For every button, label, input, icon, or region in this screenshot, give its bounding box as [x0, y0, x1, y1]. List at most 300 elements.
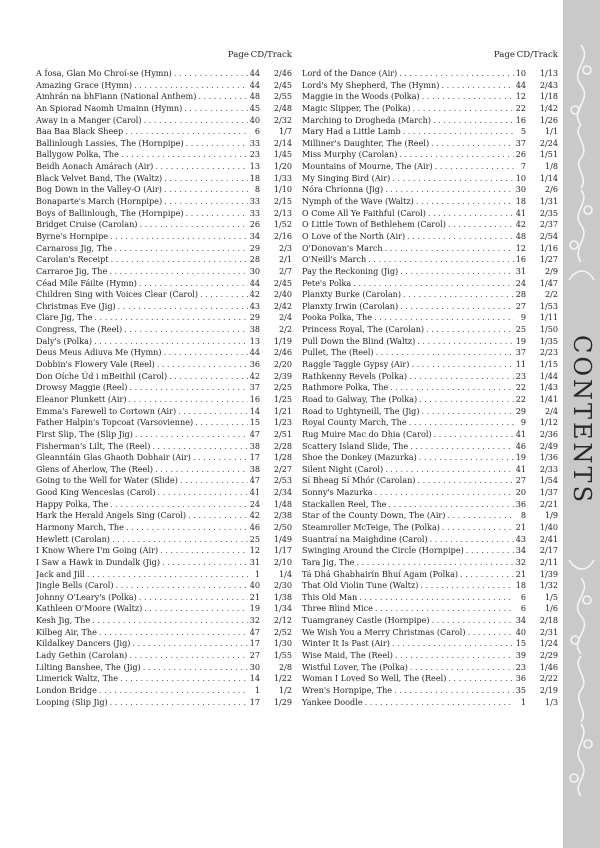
dot-leader: [424, 324, 514, 336]
entry-page: 42: [249, 510, 260, 521]
entry-page: 9: [520, 417, 526, 428]
contents-entry: [302, 289, 558, 301]
entry-page: 48: [515, 230, 526, 241]
entry-page: 40: [249, 580, 260, 591]
contents-entry: [36, 429, 292, 441]
entry-title: Road to Ughtyneill, The (Jig): [302, 405, 420, 416]
dot-leader: [388, 382, 514, 394]
contents-entry: [36, 650, 292, 662]
entry-page: 40: [515, 626, 526, 637]
entry-title: I Know Where I'm Going (Air): [36, 545, 159, 556]
contents-entry: [302, 324, 558, 336]
dot-leader: [127, 394, 249, 406]
contents-entry: [302, 359, 558, 371]
entry-cd-track: 2/2: [544, 289, 558, 300]
entry-cd-track: 1/47: [539, 277, 558, 288]
contents-entry: [36, 697, 292, 709]
entry-title: Tuamgraney Castle (Hornpipe): [302, 615, 430, 626]
entry-page: 41: [515, 428, 526, 439]
contents-entry: [302, 452, 558, 464]
entry-cd-track: 1/27: [539, 254, 558, 265]
dot-leader: [398, 301, 514, 313]
entry-cd-track: 2/33: [539, 463, 558, 474]
entry-title: An Spiorad Naomh Umainn (Hymn): [36, 102, 183, 113]
dot-leader: [116, 301, 248, 313]
dot-leader: [118, 673, 248, 685]
contents-entry: [302, 254, 558, 266]
contents-entry: [36, 522, 292, 534]
entry-title: Carolan's Receipt: [36, 254, 109, 265]
contents-list-left: [36, 68, 292, 708]
contents-entry: [302, 475, 558, 487]
entry-cd-track: 1/39: [539, 568, 558, 579]
contents-entry: [36, 336, 292, 348]
contents-entry: [36, 569, 292, 581]
entry-title: This Old Man: [302, 591, 358, 602]
entry-cd-track: 2/21: [539, 498, 558, 509]
contents-entry: [36, 347, 292, 359]
entry-cd-track: 1/41: [539, 393, 558, 404]
dot-leader: [411, 103, 514, 115]
contents-entry: [302, 417, 558, 429]
entry-page: 22: [515, 393, 526, 404]
contents-entry: [36, 173, 292, 185]
entry-page: 30: [249, 661, 260, 672]
entry-page: 12: [515, 242, 526, 253]
dot-leader: [401, 126, 514, 138]
column-header: [302, 50, 558, 64]
entry-page: 15: [249, 417, 260, 428]
entry-page: 1: [254, 684, 260, 695]
entry-title: Amazing Grace (Hymn): [36, 79, 133, 90]
contents-entry: [36, 557, 292, 569]
entry-page: 5: [520, 126, 526, 137]
entry-title: Magic Slipper, The (Polka): [302, 102, 411, 113]
entry-page: 36: [249, 359, 260, 370]
entry-page: 11: [515, 359, 526, 370]
contents-entry: [36, 592, 292, 604]
contents-entry: [302, 382, 558, 394]
entry-title: Children Sing with Voices Clear (Carol): [36, 289, 198, 300]
contents-entry: [36, 115, 292, 127]
entry-title: Steamroller McTeige, The (Polka): [302, 521, 440, 532]
dot-leader: [184, 138, 248, 150]
entry-title: Limerick Waltz, The: [36, 673, 118, 684]
entry-title: Lord of the Dance (Air): [302, 68, 398, 78]
entry-cd-track: 2/8: [278, 661, 292, 672]
dot-leader: [150, 441, 248, 453]
dot-leader: [433, 161, 514, 173]
entry-page: 1: [254, 568, 260, 579]
entry-page: 6: [520, 591, 526, 602]
entry-title: Black Velvet Band, The (Waltz): [36, 172, 163, 183]
entry-cd-track: 2/38: [273, 510, 292, 521]
entry-title: Stackallen Reel, The: [302, 498, 387, 509]
dot-leader: [354, 557, 514, 569]
contents-entry: [36, 80, 292, 92]
dot-leader: [142, 603, 248, 615]
contents-entry: [302, 196, 558, 208]
entry-title: Amhrán na bhFiann (National Anthem): [36, 91, 197, 102]
entry-title: Dobbin's Flowery Vale (Reel): [36, 359, 155, 370]
entry-title: Mary Had a Little Lamb: [302, 126, 401, 137]
entry-cd-track: 2/50: [273, 521, 292, 532]
entry-page: 45: [249, 102, 260, 113]
entry-title: Céad Míle Fáilte (Hymn): [36, 277, 137, 288]
contents-entry: [36, 417, 292, 429]
contents-entry: [302, 569, 558, 581]
entry-title: Three Blind Mice: [302, 603, 373, 614]
contents-entry: [36, 510, 292, 522]
dot-leader: [176, 406, 248, 418]
entry-page: 13: [249, 335, 260, 346]
dot-leader: [439, 80, 514, 92]
entry-title: Sí Bheag Sí Mhór (Carolan): [302, 475, 416, 486]
entry-page: 19: [515, 452, 526, 463]
entry-cd-track: 1/29: [273, 696, 292, 707]
entry-title: Ballygow Polka, The: [36, 149, 119, 160]
contents-entry: [302, 336, 558, 348]
entry-title: Happy Polka, The: [36, 498, 109, 509]
contents-entry: [302, 557, 558, 569]
entry-cd-track: 1/17: [273, 545, 292, 556]
dot-leader: [420, 406, 514, 418]
entry-title: Hewlett (Carolan): [36, 533, 110, 544]
contents-entry: [36, 603, 292, 615]
entry-title: Hark the Herald Angels Sing (Carol): [36, 510, 187, 521]
contents-entry: [302, 184, 558, 196]
contents-entry: [36, 441, 292, 453]
entry-cd-track: 2/45: [273, 79, 292, 90]
entry-title: Maggie in the Woods (Polka): [302, 91, 420, 102]
entry-cd-track: 2/10: [273, 556, 292, 567]
dot-leader: [92, 312, 248, 324]
dot-leader: [158, 545, 248, 557]
entry-cd-track: 2/36: [539, 428, 558, 439]
entry-page: 34: [515, 545, 526, 556]
entry-cd-track: 1/28: [273, 452, 292, 463]
entry-title: Looping (Slip Jig): [36, 696, 108, 707]
dot-leader: [415, 336, 514, 348]
entry-title: Wistful Lover, The (Polka): [302, 661, 408, 672]
dot-leader: [407, 417, 514, 429]
entry-cd-track: 1/1: [544, 126, 558, 137]
entry-cd-track: 2/19: [539, 684, 558, 695]
entry-title: Wise Maid, The (Reel): [302, 650, 393, 661]
entry-cd-track: 2/7: [278, 265, 292, 276]
entry-title: Nóra Chríonna (Jig): [302, 184, 384, 195]
contents-entry: [36, 196, 292, 208]
contents-entry: [36, 534, 292, 546]
entry-title: Kathleen O'Moore (Waltz): [36, 603, 143, 614]
entry-title: Pullet, The (Reel): [302, 347, 374, 358]
entry-page: 6: [520, 603, 526, 614]
contents-entry: [36, 382, 292, 394]
dot-leader: [162, 347, 248, 359]
entry-title: Princess Royal, The (Carolan): [302, 324, 425, 335]
entry-cd-track: 1/55: [273, 650, 292, 661]
entry-cd-track: 2/22: [539, 673, 558, 684]
contents-entry: [302, 685, 558, 697]
entry-page: 26: [249, 219, 260, 230]
dot-leader: [357, 592, 514, 604]
contents-entry: [302, 371, 558, 383]
dot-leader: [464, 545, 514, 557]
contents-entry: [302, 406, 558, 418]
entry-title: Yankee Doodle: [302, 696, 363, 707]
contents-entry: [302, 231, 558, 243]
dot-leader: [108, 499, 248, 511]
dot-leader: [153, 464, 248, 476]
entry-page: 30: [515, 184, 526, 195]
entry-cd-track: 2/12: [273, 615, 292, 626]
contents-entry: [36, 487, 292, 499]
entry-page: 35: [515, 684, 526, 695]
contents-entry: [36, 312, 292, 324]
entry-title: Daly's (Polka): [36, 335, 93, 346]
entry-title: Glens of Aherlow, The (Reel): [36, 463, 154, 474]
contents-entry: [302, 510, 558, 522]
entry-title: Eleanor Plunkett (Air): [36, 393, 127, 404]
entry-title: O Love of the North (Air): [302, 230, 406, 241]
entry-title: I Saw a Hawk in Dundalk (Jig): [36, 556, 161, 567]
entry-page: 33: [249, 196, 260, 207]
scroll-ornament-top: [563, 40, 600, 290]
entry-page: 40: [249, 114, 260, 125]
dot-leader: [409, 359, 514, 371]
entry-page: 29: [249, 242, 260, 253]
entry-page: 12: [515, 91, 526, 102]
entry-page: 23: [249, 149, 260, 160]
contents-entry: [302, 243, 558, 255]
entry-cd-track: 2/34: [273, 487, 292, 498]
dot-leader: [401, 289, 514, 301]
dot-leader: [408, 662, 514, 674]
entry-title: Pull Down the Blind (Waltz): [302, 335, 416, 346]
contents-entry: [302, 697, 558, 709]
contents-entry: [36, 301, 292, 313]
entry-cd-track: 2/4: [544, 405, 558, 416]
entry-cd-track: 1/54: [539, 475, 558, 486]
entry-page: 18: [515, 580, 526, 591]
entry-page: 6: [254, 126, 260, 137]
dot-leader: [196, 91, 248, 103]
entry-page: 29: [515, 405, 526, 416]
entry-page: 21: [249, 591, 260, 602]
contents-entry: [302, 673, 558, 685]
entry-page: 25: [249, 533, 260, 544]
dot-leader: [108, 231, 248, 243]
dot-leader: [119, 149, 248, 161]
contents-entry: [302, 615, 558, 627]
dot-leader: [397, 68, 514, 80]
dot-leader: [417, 452, 514, 464]
entry-cd-track: 1/46: [539, 661, 558, 672]
entry-cd-track: 1/9: [544, 510, 558, 521]
entry-title: Pooka Polka, The: [302, 312, 373, 323]
entry-cd-track: 1/25: [273, 393, 292, 404]
scroll-ornament-bottom: [563, 550, 600, 800]
entry-title: Pay the Reckoning (Jig): [302, 265, 399, 276]
contents-entry: [302, 266, 558, 278]
contents-entry: [36, 685, 292, 697]
entry-title: Mountains of Mourne, The (Air): [302, 161, 433, 172]
dot-leader: [112, 243, 248, 255]
entry-page: 42: [515, 219, 526, 230]
dot-leader: [466, 627, 514, 639]
entry-cd-track: 2/54: [539, 230, 558, 241]
dot-leader: [398, 266, 514, 278]
page-column-label: Page: [227, 50, 249, 60]
dot-leader: [417, 394, 514, 406]
entry-page: 16: [515, 114, 526, 125]
entry-cd-track: 1/53: [539, 300, 558, 311]
entry-cd-track: 2/23: [539, 347, 558, 358]
entry-title: Bog Down in the Valley-O (Air): [36, 184, 162, 195]
entry-page: 21: [515, 521, 526, 532]
entry-page: 13: [249, 161, 260, 172]
entry-title: Ballinlough Lassies, The (Hornpipe): [36, 137, 184, 148]
entry-page: 26: [515, 149, 526, 160]
entry-cd-track: 1/32: [539, 580, 558, 591]
dot-leader: [123, 126, 248, 138]
entry-cd-track: 1/23: [273, 417, 292, 428]
entry-page: 22: [515, 102, 526, 113]
entry-cd-track: 1/33: [273, 172, 292, 183]
entry-title: Lilting Banshee, The (Jig): [36, 661, 141, 672]
dot-leader: [85, 569, 248, 581]
entry-page: 41: [515, 463, 526, 474]
entry-page: 19: [515, 335, 526, 346]
dot-leader: [137, 592, 248, 604]
contents-entry: [302, 347, 558, 359]
entry-page: 46: [249, 521, 260, 532]
entry-title: Byrne's Hornpipe: [36, 230, 109, 241]
contents-entry: [36, 662, 292, 674]
entry-title: Christmas Eve (Jig): [36, 300, 116, 311]
entry-page: 44: [249, 79, 260, 90]
contents-entry: [36, 231, 292, 243]
entry-page: 38: [249, 324, 260, 335]
contents-entry: [36, 289, 292, 301]
entry-cd-track: 1/22: [273, 673, 292, 684]
contents-entry: [36, 219, 292, 231]
entry-page: 18: [515, 196, 526, 207]
entry-page: 17: [249, 696, 260, 707]
entry-page: 27: [249, 650, 260, 661]
entry-cd-track: 2/18: [539, 615, 558, 626]
entry-page: 16: [515, 254, 526, 265]
entry-title: Sonny's Mazurka: [302, 487, 373, 498]
dot-leader: [132, 80, 248, 92]
contents-entry: [36, 278, 292, 290]
entry-page: 22: [515, 382, 526, 393]
entry-title: Winter It Is Past (Air): [302, 638, 390, 649]
entry-cd-track: 2/49: [539, 440, 558, 451]
contents-entry: [302, 592, 558, 604]
dot-leader: [429, 138, 514, 150]
entry-cd-track: 2/17: [539, 545, 558, 556]
entry-cd-track: 2/3: [278, 242, 292, 253]
entry-title: Congress, The (Reel): [36, 324, 123, 335]
dot-leader: [366, 254, 514, 266]
entry-page: 24: [515, 277, 526, 288]
entry-cd-track: 1/48: [273, 498, 292, 509]
entry-title: Carraroe Jig, The: [36, 265, 108, 276]
entry-page: 18: [249, 172, 260, 183]
entry-title: London Bridge: [36, 684, 97, 695]
entry-cd-track: 2/25: [273, 382, 292, 393]
dot-leader: [392, 685, 514, 697]
entry-page: 36: [515, 498, 526, 509]
contents-entry: [36, 580, 292, 592]
entry-cd-track: 2/45: [273, 277, 292, 288]
contents-entry: [36, 266, 292, 278]
dot-leader: [446, 673, 514, 685]
entry-cd-track: 2/55: [273, 91, 292, 102]
contents-entry: [302, 312, 558, 324]
dot-leader: [162, 173, 248, 185]
entry-cd-track: 2/46: [273, 347, 292, 358]
dot-leader: [113, 580, 248, 592]
entry-title: Planxty Irwin (Carolan): [302, 300, 399, 311]
dot-leader: [432, 429, 514, 441]
cd-track-column-label: CD/Track: [250, 50, 292, 60]
entry-cd-track: 2/2: [278, 324, 292, 335]
entry-page: 25: [515, 324, 526, 335]
dot-leader: [191, 452, 248, 464]
dot-leader: [372, 312, 514, 324]
entry-title: Swinging Around the Circle (Hornpipe): [302, 545, 464, 556]
entry-title: Milliner's Daughter, The (Reel): [302, 137, 430, 148]
entry-page: 30: [249, 265, 260, 276]
entry-title: Gleanntáin Glas Ghaoth Dobhair (Air): [36, 452, 191, 463]
entry-title: O Come All Ye Faithful (Carol): [302, 207, 426, 218]
entry-cd-track: 2/1: [278, 254, 292, 265]
entry-title: Marching to Drogheda (March): [302, 114, 432, 125]
contents-entry: [36, 103, 292, 115]
contents-entry: [302, 278, 558, 290]
entry-title: O'Donovan's March: [302, 242, 383, 253]
entry-title: Good King Wenceslas (Carol): [36, 487, 156, 498]
entry-title: Rathmore Polka, The: [302, 382, 389, 393]
contents-entry: [36, 91, 292, 103]
dot-leader: [127, 650, 248, 662]
entry-cd-track: 2/4: [278, 312, 292, 323]
entry-cd-track: 2/13: [273, 207, 292, 218]
dot-leader: [97, 627, 248, 639]
dot-leader: [137, 219, 248, 231]
entry-title: Tá Dhá Ghabhairín Bhuí Agam (Polka): [302, 568, 459, 579]
entry-title: Kildalkey Dancers (Jig): [36, 638, 131, 649]
dot-leader: [363, 697, 514, 709]
entry-cd-track: 2/15: [273, 196, 292, 207]
entry-cd-track: 2/11: [539, 556, 558, 567]
entry-cd-track: 2/37: [539, 219, 558, 230]
entry-page: 44: [249, 68, 260, 78]
entry-cd-track: 2/16: [273, 230, 292, 241]
contents-entry: [36, 638, 292, 650]
contents-entry: [36, 208, 292, 220]
cd-track-column-label: CD/Track: [516, 50, 558, 60]
entry-page: 12: [249, 545, 260, 556]
entry-page: 17: [249, 452, 260, 463]
section-title: [563, 320, 600, 520]
entry-page: 10: [515, 68, 526, 78]
entry-page: 28: [515, 289, 526, 300]
entry-title: We Wish You a Merry Christmas (Carol): [302, 626, 466, 637]
contents-entry: [36, 452, 292, 464]
